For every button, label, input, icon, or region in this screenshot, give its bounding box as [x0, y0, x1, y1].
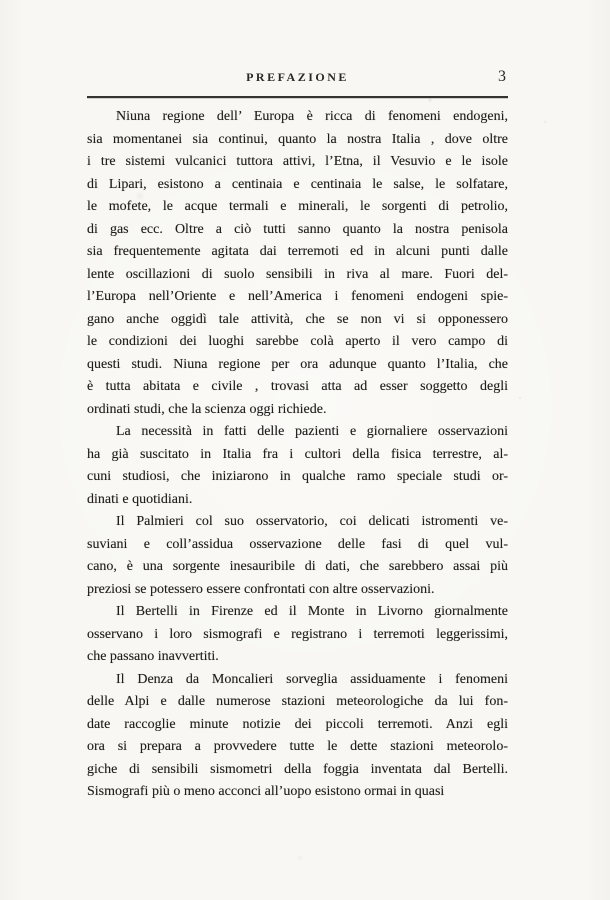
- text-line: che passano inavvertiti.: [87, 649, 219, 664]
- text-line: è tutta abitata e civile , trovasi atta ad esser soggetto degli: [87, 379, 508, 394]
- text-line: cano, è una sorgente inesauribile di dati, che sarebbero assai più: [87, 559, 508, 574]
- text-line: osservano i loro sismografi e registrano i terremoti leggerissimi,: [87, 626, 508, 642]
- text-line: cuni studiosi, che iniziarono in qualche ramo speciale studi or-: [87, 469, 508, 484]
- text-line: l’Europa nell’Oriente e nell’America i fenomeni endogeni spie-: [87, 289, 508, 304]
- text-line: sia momentanei sia continui, quanto la nostra Italia , dove oltre: [87, 131, 508, 147]
- text-line: Niuna regione dell’ Europa è ricca di fenomeni endogeni,: [116, 109, 508, 124]
- text-line: questi studi. Niuna regione per ora adunque quanto l’Italia, che: [87, 356, 508, 372]
- text-line: le mofete, le acque termali e minerali, le sorgenti di petrolio,: [87, 199, 508, 214]
- text-line: lente oscillazioni di suolo sensibili in riva al mare. Fuori del-: [87, 266, 508, 282]
- text-line: gano anche oggidì tale attività, che se non vi si opponessero: [87, 311, 508, 327]
- text-line: Il Palmieri col suo osservatorio, coi delicati istromenti ve-: [116, 514, 508, 529]
- header-rule: [87, 96, 508, 98]
- text-line: ordinati studi, che la scienza oggi richiede.: [87, 401, 327, 417]
- text-line: Il Bertelli in Firenze ed il Monte in Livorno giornalmente: [116, 604, 508, 619]
- text-line: i tre sistemi vulcanici tuttora attivi, l’Etna, il Vesuvio e le isole: [87, 154, 508, 169]
- page-title: PREFAZIONE: [246, 70, 349, 84]
- text-block: [87, 106, 508, 804]
- running-header: [87, 70, 508, 90]
- text-line: di gas ecc. Oltre a ciò tutti sanno quanto la nostra penisola: [87, 221, 508, 237]
- text-line: giche di sensibili sismometri della foggia inventata dal Bertelli.: [87, 761, 508, 777]
- text-line: ha già suscitato in Italia fra i cultori della fisica terrestre, al-: [87, 446, 508, 462]
- text-line: dinati e quotidiani.: [87, 491, 193, 507]
- text-line: delle Alpi e dalle numerose stazioni meteorologiche da lui fon-: [87, 694, 508, 709]
- text-line: preziosi se potessero essere confrontati con altre osservazioni.: [87, 581, 435, 597]
- text-line: Sismografi più o meno acconci all’uopo esistono ormai in quasi: [87, 784, 445, 799]
- text-line: di Lipari, esistono a centinaia e centinaia le salse, le solfatare,: [87, 176, 508, 192]
- text-line: Il Denza da Moncalieri sorveglia assiduamente i fenomeni: [116, 671, 508, 687]
- text-line: suviani e coll’assidua osservazione delle fasi di quel vul-: [87, 536, 508, 552]
- text-line: sia frequentemente agitata dai terremoti ed in alcuni punti dalle: [87, 244, 508, 259]
- page-number: 3: [498, 68, 506, 85]
- text-line: La necessità in fatti delle pazienti e giornaliere osservazioni: [116, 424, 508, 439]
- text-line: le condizioni dei luoghi sarebbe colà aperto il vero campo di: [87, 334, 508, 349]
- text-line: ora si prepara a provvedere tutte le dette stazioni meteorolo-: [87, 739, 508, 754]
- text-line: date raccoglie minute notizie dei piccoli terremoti. Anzi egli: [87, 716, 508, 732]
